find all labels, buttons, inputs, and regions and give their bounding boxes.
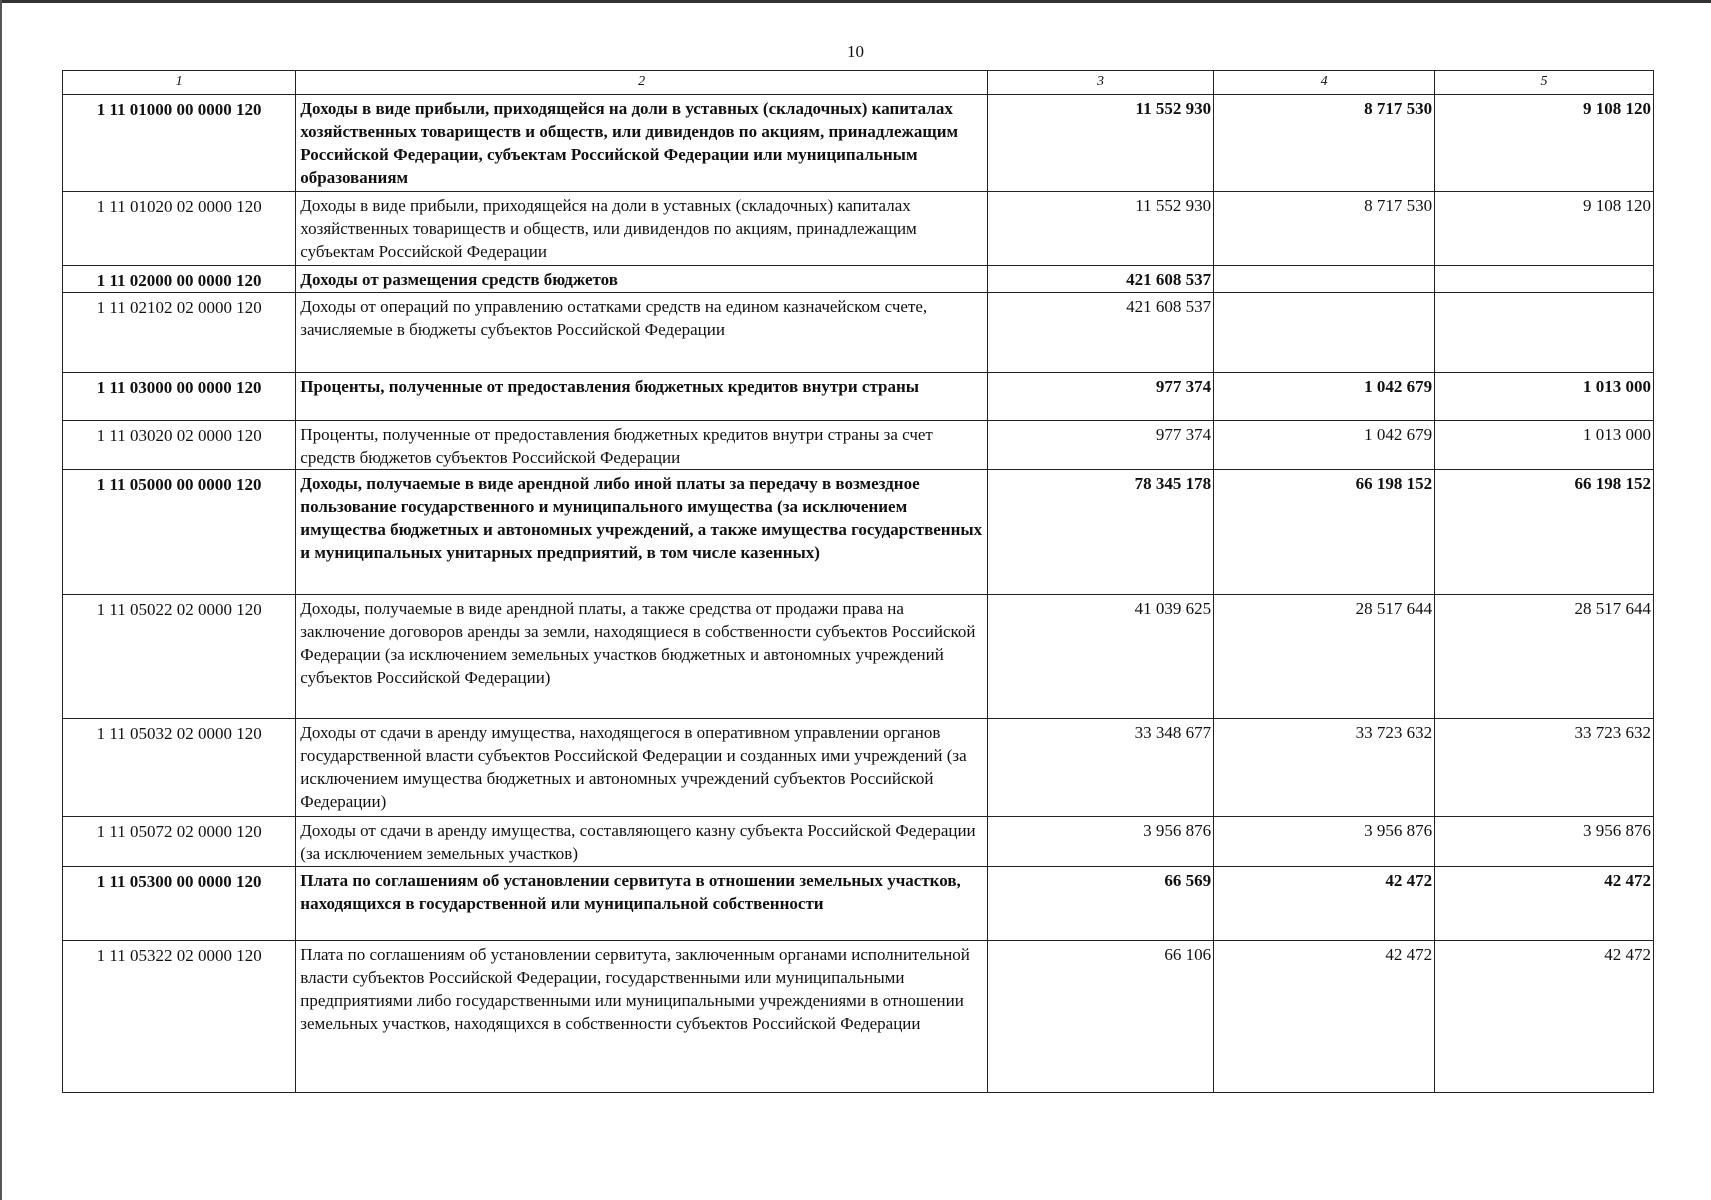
row-name: Доходы, получаемые в виде арендной либо иной платы за передачу в возмездное пользование государственного и муниципального имущества (за исключением имущества бюджетных и автономных учреждений, а также имущества государственных и муниципальных унитарных предприятий, в том числе казенных) — [296, 470, 988, 595]
row-value-col3: 66 569 — [987, 867, 1213, 941]
row-value-col3: 41 039 625 — [987, 595, 1213, 719]
row-code: 1 11 03000 00 0000 120 — [63, 373, 296, 421]
table-row — [63, 719, 1654, 817]
row-code: 1 11 05322 02 0000 120 — [63, 941, 296, 1093]
row-name: Доходы в виде прибыли, приходящейся на доли в уставных (складочных) капиталах хозяйственных товариществ и обществ, или дивидендов по акциям, принадлежащим субъектам Российской Федерации — [296, 192, 988, 266]
row-value-col3: 421 608 537 — [987, 293, 1213, 373]
row-name: Проценты, полученные от предоставления бюджетных кредитов внутри страны за счет средств бюджетов субъектов Российской Федерации — [296, 421, 988, 470]
table-row — [63, 470, 1654, 595]
row-name: Доходы в виде прибыли, приходящейся на доли в уставных (складочных) капиталах хозяйственных товариществ и обществ, или дивидендов по акциям, принадлежащим Российской Федерации, субъектам Российской Федерации или муниципальным образованиям — [296, 95, 988, 192]
table-row — [63, 192, 1654, 266]
table-row — [63, 941, 1654, 1093]
row-name: Доходы, получаемые в виде арендной платы, а также средства от продажи права на заключение договоров аренды за земли, находящиеся в собственности субъектов Российской Федерации (за исключением земельных участков бюджетных и автономных учреждений субъектов Российской Федерации) — [296, 595, 988, 719]
table-row — [63, 293, 1654, 373]
row-value-col5: 9 108 120 — [1435, 95, 1654, 192]
row-name: Доходы от операций по управлению остатками средств на едином казначейском счете, зачисляемые в бюджеты субъектов Российской Федерации — [296, 293, 988, 373]
row-value-col5: 9 108 120 — [1435, 192, 1654, 266]
table-row — [63, 867, 1654, 941]
row-value-col4: 8 717 530 — [1214, 95, 1435, 192]
table-row — [63, 373, 1654, 421]
row-name: Плата по соглашениям об установлении сервитута, заключенным органами исполнительной власти субъектов Российской Федерации, государственными или муниципальными предприятиями либо государственными или муниципальными учреждениями в отношении земельных участков, находящихся в собственности субъектов Российской Федерации — [296, 941, 988, 1093]
row-value-col5: 28 517 644 — [1435, 595, 1654, 719]
row-value-col3: 11 552 930 — [987, 192, 1213, 266]
column-number-row — [63, 71, 1654, 95]
row-name: Доходы от сдачи в аренду имущества, составляющего казну субъекта Российской Федерации (за исключением земельных участков) — [296, 817, 988, 867]
row-value-col4: 3 956 876 — [1214, 817, 1435, 867]
row-name: Доходы от сдачи в аренду имущества, находящегося в оперативном управлении органов государственной власти субъектов Российской Федерации и созданных ими учреждений (за исключением имущества бюджетных и автономных учреждений субъектов Российской Федерации) — [296, 719, 988, 817]
row-value-col5: 42 472 — [1435, 941, 1654, 1093]
column-header-2: 2 — [296, 71, 988, 95]
row-value-col3: 78 345 178 — [987, 470, 1213, 595]
table-row — [63, 817, 1654, 867]
page-number: 10 — [847, 42, 864, 61]
row-value-col5: 66 198 152 — [1435, 470, 1654, 595]
table-row — [63, 595, 1654, 719]
row-code: 1 11 03020 02 0000 120 — [63, 421, 296, 470]
row-name: Проценты, полученные от предоставления бюджетных кредитов внутри страны — [296, 373, 988, 421]
row-value-col3: 66 106 — [987, 941, 1213, 1093]
row-value-col5: 1 013 000 — [1435, 421, 1654, 470]
row-code: 1 11 02000 00 0000 120 — [63, 266, 296, 293]
row-value-col3: 977 374 — [987, 373, 1213, 421]
column-header-4: 4 — [1214, 71, 1435, 95]
row-value-col4: 1 042 679 — [1214, 421, 1435, 470]
row-name: Плата по соглашениям об установлении сервитута в отношении земельных участков, находящихся в государственной или муниципальной собственности — [296, 867, 988, 941]
column-header-5: 5 — [1435, 71, 1654, 95]
column-header-1: 1 — [63, 71, 296, 95]
row-code: 1 11 05022 02 0000 120 — [63, 595, 296, 719]
row-value-col4 — [1214, 293, 1435, 373]
row-code: 1 11 05300 00 0000 120 — [63, 867, 296, 941]
table-row — [63, 266, 1654, 293]
row-value-col4: 8 717 530 — [1214, 192, 1435, 266]
row-name: Доходы от размещения средств бюджетов — [296, 266, 988, 293]
revenue-table — [62, 70, 1654, 1093]
scan-left-edge — [0, 0, 2, 1200]
row-value-col4 — [1214, 266, 1435, 293]
row-value-col3: 33 348 677 — [987, 719, 1213, 817]
row-value-col4: 66 198 152 — [1214, 470, 1435, 595]
row-value-col3: 977 374 — [987, 421, 1213, 470]
scan-top-edge — [0, 0, 1711, 3]
row-value-col5: 33 723 632 — [1435, 719, 1654, 817]
row-value-col3: 11 552 930 — [987, 95, 1213, 192]
row-code: 1 11 05000 00 0000 120 — [63, 470, 296, 595]
row-value-col5 — [1435, 293, 1654, 373]
table-row — [63, 95, 1654, 192]
row-value-col5 — [1435, 266, 1654, 293]
row-value-col4: 28 517 644 — [1214, 595, 1435, 719]
table-row — [63, 421, 1654, 470]
row-code: 1 11 05032 02 0000 120 — [63, 719, 296, 817]
row-value-col4: 33 723 632 — [1214, 719, 1435, 817]
row-value-col5: 42 472 — [1435, 867, 1654, 941]
row-value-col3: 3 956 876 — [987, 817, 1213, 867]
row-value-col5: 3 956 876 — [1435, 817, 1654, 867]
row-value-col5: 1 013 000 — [1435, 373, 1654, 421]
row-value-col3: 421 608 537 — [987, 266, 1213, 293]
row-value-col4: 42 472 — [1214, 867, 1435, 941]
column-header-3: 3 — [987, 71, 1213, 95]
row-code: 1 11 05072 02 0000 120 — [63, 817, 296, 867]
row-code: 1 11 02102 02 0000 120 — [63, 293, 296, 373]
row-value-col4: 42 472 — [1214, 941, 1435, 1093]
row-value-col4: 1 042 679 — [1214, 373, 1435, 421]
row-code: 1 11 01000 00 0000 120 — [63, 95, 296, 192]
row-code: 1 11 01020 02 0000 120 — [63, 192, 296, 266]
